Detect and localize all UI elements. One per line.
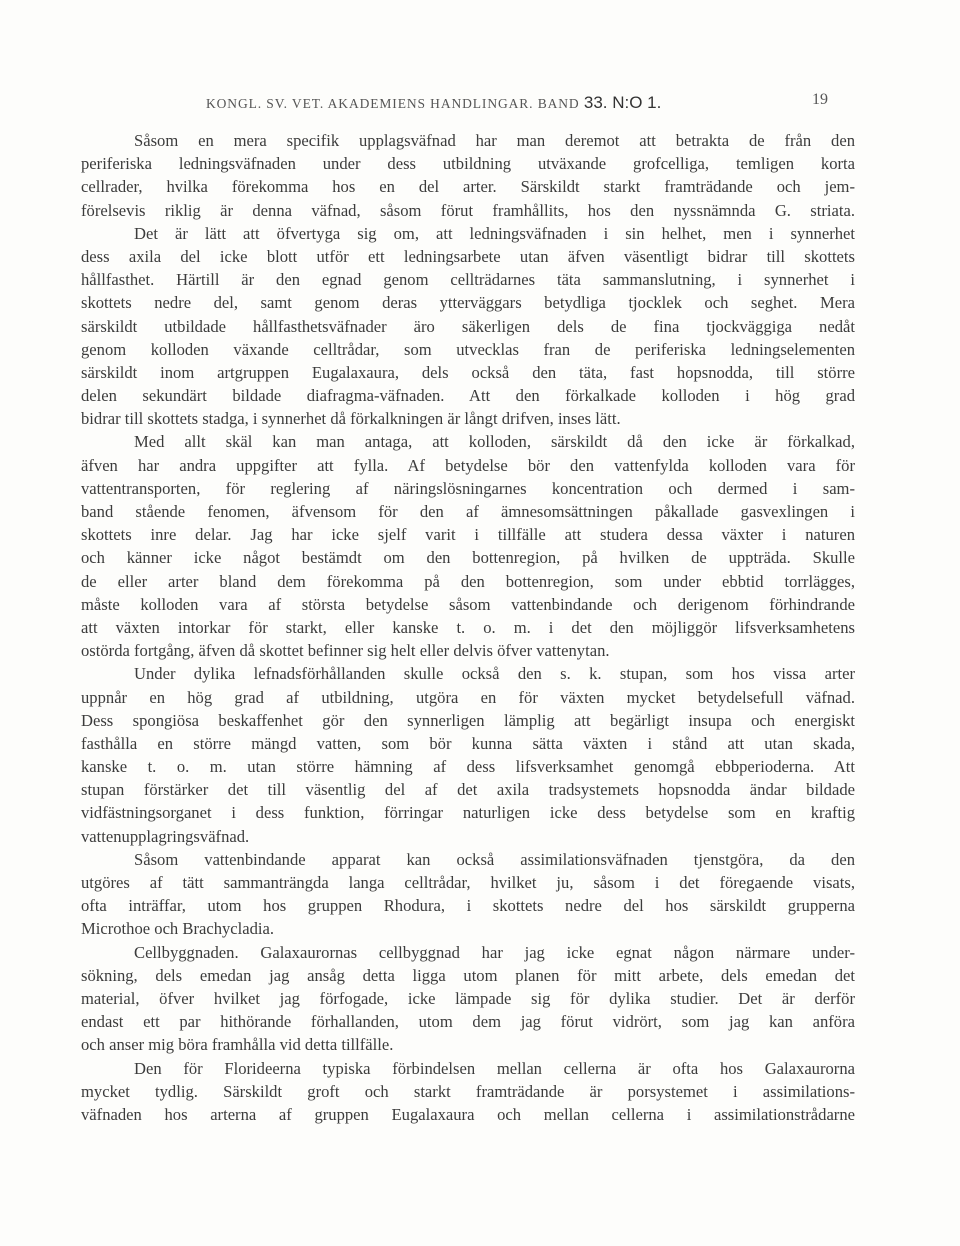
header-volume: 33. N:O 1. (583, 93, 662, 112)
text-line: Den för Florideerna typiska förbindelsen mellan cellerna är ofta hos Galaxaurorna (134, 1058, 855, 1078)
text-line: genom kolloden växande celltrådar, som utvecklas fran de periferiska ledningselementen (81, 339, 855, 359)
text-line: Såsom vattenbindande apparat kan också assimilationsväfnaden tjenstgöra, da den (134, 849, 855, 869)
text-line: mycket tydlig. Särskildt groft och starkt framträdande är porsystemet i assimilations- (81, 1081, 855, 1101)
text-line: periferiska ledningsväfnaden under dess utbildning utväxande grofcelliga, temligen korta (81, 154, 855, 174)
text-line: särskildt inom artgruppen Eugalaxaura, dels också den täta, fast hopsnodda, till större (81, 362, 855, 382)
text-line: uppnår en hög grad af utbildning, utgöra en för växten mycket betydelsefull väfnad. (81, 687, 855, 707)
text-line: förelsevis riklig är denna väfnad, såsom förut framhållits, hos den nyssnämnda G. striata. (81, 200, 855, 220)
text-line: fasthålla en större mängd vatten, som bör kunna sätta växten i stånd att utan skada, (81, 733, 855, 753)
text-line: material, öfver hvilket jag förfogade, icke lämpade sig för dylika studier. Det är derför (81, 988, 855, 1008)
text-line: de eller arter bland dem förekomma på den bottenregion, som under ebbtid torrlägges, (81, 571, 855, 591)
text-line: stupan förstärker det till väsentlig del af det axila tradsystemets hopsnodda ändar bildade (81, 780, 855, 800)
text-line: Såsom en mera specifik upplagsväfnad har man deremot att betrakta de från den (134, 131, 855, 150)
text-line: äfven har andra uppgifter att fylla. Af betydelse bör den vattenfylda kolloden vara för (81, 455, 855, 475)
text-line: kanske t. o. m. utan större hämning af dess lifsverksamhet genomgå ebbperioderna. Att (81, 757, 855, 777)
header-journal-title: KONGL. SV. VET. AKADEMIENS HANDLINGAR. BAND (206, 96, 580, 111)
text-line: sökning, dels emedan jag ansåg detta ligga utom planen för mitt arbete, dels emedan det (81, 965, 855, 985)
text-line: och känner icke något bestämdt om den bottenregion, på hvilken de uppträda. Skulle (81, 548, 855, 568)
text-line: bidrar till skottets stadga, i synnerhet då förkalkningen är långt drifven, inses lätt. (81, 409, 621, 429)
text-line: dess axila del icke blott utför ett ledningsarbete utan äfven väsentligt bidrar till skottets (81, 246, 855, 266)
text-line: skottets nedre del, samt genom deras ytterväggars betydliga tjocklek och seghet. Mera (81, 293, 855, 313)
text-line: Cellbyggnaden. Galaxaurornas cellbyggnad har jag icke egnat någon närmare under- (134, 942, 855, 962)
text-line: väfnaden hos arterna af gruppen Eugalaxaura och mellan cellerna i assimilationstrådarne (81, 1104, 855, 1124)
text-line: utgöres af tätt sammanträngda langa celltrådar, hvilket ju, såsom i det föregaende visats, (81, 873, 855, 892)
text-line: Det är lätt att öfvertyga sig om, att ledningsväfnaden i sin helhet, men i synnerhet (134, 223, 855, 243)
running-header (206, 93, 826, 113)
text-line: att växten intorkar för starkt, eller kanske t. o. m. i det den möjliggör lifsverksamhetens (81, 617, 855, 637)
text-line: Dess spongiösa beskaffenhet gör den synnerligen lämplig att begärligt insupa och energiskt (81, 710, 855, 730)
body-text (81, 129, 855, 1126)
text-line: vattentransporten, för reglering af näringslösningarnes koncentration och dermed i sam- (81, 478, 855, 498)
text-line: ofta inträffar, utom hos gruppen Rhodura, i skottets nedre del hos särskildt grupperna (81, 896, 855, 916)
text-line: skottets inre delar. Jag har icke sjelf varit i tillfälle att studera dessa växter i naturen (81, 525, 855, 545)
text-line: delen sekundärt bildade diafragma-väfnaden. Att den förkalkade kolloden i hög grad (81, 386, 855, 406)
text-line: vidfästningsorganet i dess funktion, förringar naturligen icke dess betydelse som en kraftig (81, 803, 855, 823)
text-line: Microthoe och Brachycladia. (81, 919, 275, 939)
text-line: hållfasthet. Härtill är den egnad genom cellträdarnes täta sammanslutning, i synnerhet i (81, 270, 855, 290)
text-line: band stående fenomen, äfvensom för den af ämnesomsättningen påkallade gasvexlingen i (81, 502, 855, 521)
page-number: 19 (812, 91, 828, 108)
text-line: cellrader, hvilka förekomma hos en del arter. Särskildt starkt framträdande och jem- (81, 177, 855, 197)
text-line: endast ett par hithörande förhallanden, utom dem jag förut vidrört, som jag kan anföra (81, 1012, 855, 1032)
text-line: vattenupplagringsväfnad. (81, 826, 250, 846)
text-line: måste kolloden vara af största betydelse såsom vattenbindande och derigenom förhindrande (81, 594, 855, 614)
text-line: och anser mig böra framhålla vid detta tillfälle. (81, 1035, 394, 1055)
text-line: särskildt utbildade hållfasthetsväfnader äro säkerligen dels de fina tjockväggiga nedåt (81, 316, 855, 336)
text-line: Under dylika lefnadsförhållanden skulle också den s. k. stupan, som hos vissa arter (134, 664, 855, 684)
text-line: ostörda fortgång, äfven då skottet befinner sig helt eller delvis öfver vattenytan. (81, 641, 610, 661)
text-line: Med allt skäl kan man antaga, att kolloden, särskildt då den icke är förkalkad, (134, 432, 855, 452)
